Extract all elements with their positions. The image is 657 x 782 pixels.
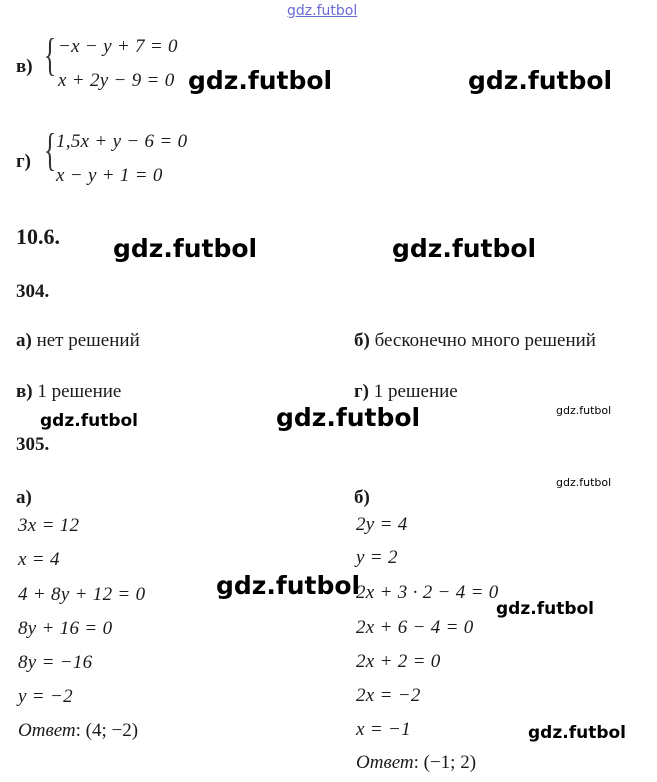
task-305-a-line: 4 + 8y + 12 = 0 xyxy=(18,584,146,605)
task-304-a xyxy=(16,330,140,352)
watermark: gdz.futbol xyxy=(556,476,612,489)
system-v-eq1: −x − y + 7 = 0 xyxy=(58,36,178,57)
task-305-b-line: 2x + 6 − 4 = 0 xyxy=(356,617,474,638)
watermark: gdz.futbol xyxy=(188,66,333,95)
task-304-g xyxy=(354,381,458,403)
answer-word: Ответ xyxy=(356,752,414,773)
task-304-v-text: 1 решение xyxy=(37,381,122,402)
task-304-a-text: нет решений xyxy=(36,330,140,351)
watermark: gdz.futbol xyxy=(468,66,613,95)
task-305-b-line: y = 2 xyxy=(356,547,398,568)
watermark: gdz.futbol xyxy=(496,599,594,619)
watermark: gdz.futbol xyxy=(216,571,361,600)
system-g-eq2: x − y + 1 = 0 xyxy=(56,165,163,186)
task-304-v-label: в) xyxy=(16,381,33,402)
task-304-v xyxy=(16,381,121,403)
task-305-b-line: x = −1 xyxy=(356,719,411,740)
task-305-number: 305. xyxy=(16,434,50,455)
task-305-b-line: 2x + 3 · 2 − 4 = 0 xyxy=(356,582,499,603)
watermark: gdz.futbol xyxy=(528,723,626,743)
task-304-b xyxy=(354,330,596,352)
answer-word: Ответ xyxy=(18,720,76,741)
system-v-label: в) xyxy=(16,56,33,77)
task-304-g-text: 1 решение xyxy=(373,381,458,402)
system-v-eq2: x + 2y − 9 = 0 xyxy=(58,70,175,91)
watermark: gdz.futbol xyxy=(276,403,421,432)
system-g-brace: { xyxy=(44,124,57,175)
system-g-eq1: 1,5x + y − 6 = 0 xyxy=(56,131,188,152)
answer-value: : (−1; 2) xyxy=(413,752,477,773)
task-305-a-line: x = 4 xyxy=(18,549,60,570)
task-305-b-label: б) xyxy=(354,487,370,508)
task-305-a-answer xyxy=(18,720,138,742)
task-305-b-line: 2x = −2 xyxy=(356,685,421,706)
watermark: gdz.futbol xyxy=(40,411,138,431)
task-305-a-line: y = −2 xyxy=(18,686,73,707)
task-304-b-label: б) xyxy=(354,330,370,351)
task-305-a-line: 8y + 16 = 0 xyxy=(18,618,113,639)
task-305-b-line: 2y = 4 xyxy=(356,514,408,535)
task-305-b-answer xyxy=(356,752,476,774)
system-v-brace: { xyxy=(44,29,57,80)
task-304-g-label: г) xyxy=(354,381,369,402)
watermark: gdz.futbol xyxy=(113,234,258,263)
section-number: 10.6. xyxy=(16,224,60,249)
watermark: gdz.futbol xyxy=(556,404,612,417)
task-304-a-label: а) xyxy=(16,330,32,351)
watermark-top[interactable]: gdz.futbol xyxy=(287,3,358,19)
task-305-a-label: а) xyxy=(16,487,32,508)
answer-value: : (4; −2) xyxy=(75,720,139,741)
task-304-b-text: бесконечно много решений xyxy=(374,330,596,351)
system-g-label: г) xyxy=(16,151,31,172)
task-304-number: 304. xyxy=(16,281,50,302)
watermark: gdz.futbol xyxy=(392,234,537,263)
task-305-b-line: 2x + 2 = 0 xyxy=(356,651,441,672)
task-305-a-line: 8y = −16 xyxy=(18,652,93,673)
task-305-a-line: 3x = 12 xyxy=(18,515,80,536)
